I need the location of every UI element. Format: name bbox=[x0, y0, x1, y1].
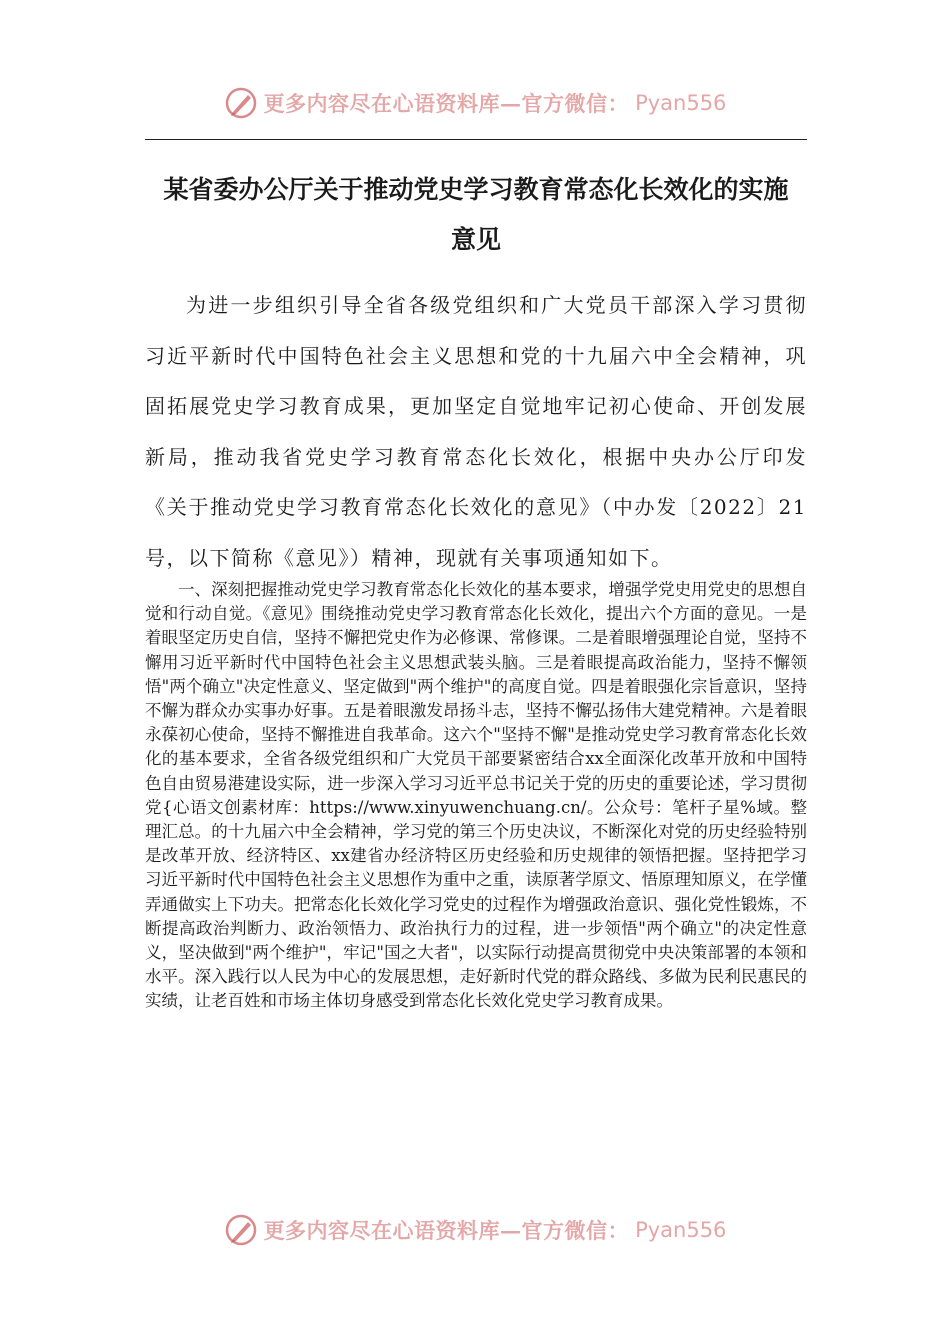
intro-paragraph: 为进一步组织引导全省各级党组织和广大党员干部深入学习贯彻习近平新时代中国特色社会主义思想和党的十九届六中全会精神，巩固拓展党史学习教育成果，更加坚定自觉地牢记初心使命、开创发展新局，推动我省党史学习教育常态化长效化，根据中央办公厅印发《关于推动党史学习教育常态化长效化的意见》（中办发〔2022〕21号，以下简称《意见》）精神，现就有关事项通知如下。 bbox=[145, 293, 807, 570]
watermark-text: 更多内容尽在心语资料库—官方微信： bbox=[263, 1218, 630, 1243]
header-divider bbox=[145, 139, 807, 140]
document-title bbox=[145, 165, 807, 265]
title-line-2: 意见 bbox=[450, 225, 501, 254]
watermark-handle: Pyan556 bbox=[635, 1218, 727, 1242]
watermark-handle: Pyan556 bbox=[635, 91, 727, 115]
footer-watermark bbox=[0, 1205, 950, 1255]
section-1-paragraph: 一、深刻把握推动党史学习教育常态化长效化的基本要求，增强学党史用党史的思想自觉和行动自觉。《意见》围绕推动党史学习教育常态化长效化，提出六个方面的意见。一是着眼坚定历史自信，坚持不懈把党史作为必修课、常修课。二是着眼增强理论自觉，坚持不懈用习近平新时代中国特色社会主义思想武装头脑。三是着眼提高政治能力，坚持不懈领悟"两个确立"决定性意义、坚定做到"两个维护"的高度自觉。四是着眼强化宗旨意识，坚持不懈为群众办实事办好事。五是着眼激发昂扬斗志，坚持不懈弘扬伟大建党精神。六是着眼永葆初心使命，坚持不懈推进自我革命。这六个"坚持不懈"是推动党史学习教育常态化长效化的基本要求，全省各级党组织和广大党员干部要紧密结合xx全面深化改革开放和中国特色自由贸易港建设实际，进一步深入学习习近平总书记关于党的历史的重要论述，学习贯彻党{心语文创素材库：https://www.xinyuwenchuang.cn/。公众号：笔杆子星%域。整理汇总。的十九届六中全会精神，学习党的第三个历史决议，不断深化对党的历史经验特别是改革开放、经济特区、xx建省办经济特区历史经验和历史规律的领悟把握。坚持把学习习近平新时代中国特色社会主义思想作为重中之重，读原著学原文、悟原理知原义，在学懂弄通做实上下功夫。把常态化长效化学习党史的过程作为增强政治意识、强化党性锻炼，不断提高政治判断力、政治领悟力、政治执行力的过程，进一步领悟"两个确立"的决定性意义，坚决做到"两个维护"，牢记"国之大者"，以实际行动提高贯彻党中央决策部署的本领和水平。深入践行以人民为中心的发展思想，走好新时代党的群众路线、多做为民利民惠民的实绩，让老百姓和市场主体切身感受到常态化长效化党史学习教育成果。 bbox=[145, 580, 807, 1011]
watermark-text: 更多内容尽在心语资料库—官方微信： bbox=[263, 91, 630, 116]
title-line-1: 某省委办公厅关于推动党史学习教育常态化长效化的实施 bbox=[163, 175, 789, 204]
pen-logo-icon bbox=[224, 1213, 258, 1247]
header-watermark bbox=[0, 78, 950, 128]
pen-logo-icon bbox=[224, 86, 258, 120]
